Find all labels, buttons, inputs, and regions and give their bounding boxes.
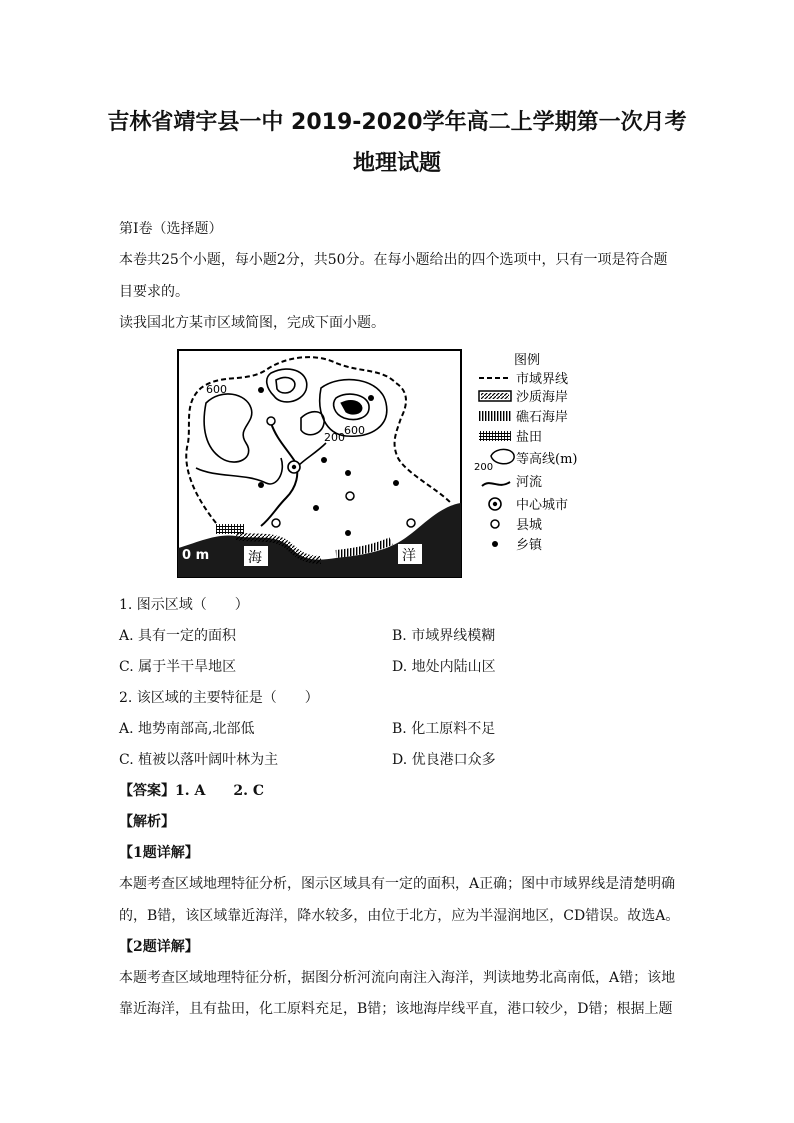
answer-line: 【答案】1. A 2. C [119,783,264,799]
town-marker [313,505,319,511]
ocean-label: 洋 [402,548,416,564]
contour-label: 600 [344,424,365,437]
region-map-figure [176,348,621,583]
q1-analysis-heading: 【1题详解】 [119,845,199,861]
county-marker [346,492,354,500]
question-1-option-b: B. 市域界线模糊 [392,628,496,644]
exam-title: 吉林省靖宇县一中 2019-2020学年高二上学期第一次月考 [107,110,687,135]
q1-analysis-line-2: 的，B错，该区域靠近海洋，降水较多，由位于北方，应为半湿润地区，CD错误。故选A。 [119,908,680,924]
question-1-option-a: A. 具有一定的面积 [119,628,237,644]
legend-town: 乡镇 [516,538,543,553]
section-name: 第Ⅰ卷（选择题） [119,221,223,237]
legend-central-city: 中心城市 [516,498,569,513]
town-marker [258,387,264,393]
town-marker [345,530,351,536]
question-2-option-b: B. 化工原料不足 [392,721,496,737]
q2-analysis-line-2: 靠近海洋，且有盐田，化工原料充足，B错；该地海岸线平直，港口较少，D错；根据上题 [119,1001,673,1017]
exam-subject: 地理试题 [352,151,441,176]
instructions-line-1: 本卷共25个小题，每小题2分，共50分。在每小题给出的四个选项中，只有一项是符合题 [119,252,668,268]
question-2-option-c: C. 植被以落叶阔叶林为主 [119,752,279,768]
analysis-heading: 【解析】 [119,814,175,830]
county-marker [272,519,280,527]
central-city-marker [292,465,296,469]
q1-analysis-line-1: 本题考查区域地理特征分析，图示区域具有一定的面积，A正确；图中市域界线是清楚明确 [119,876,676,892]
town-marker [345,470,351,476]
sea-label: 海 [248,550,262,566]
question-2-stem: 2. 该区域的主要特征是（ ） [119,690,319,706]
legend-rocky-coast: 礁石海岸 [516,410,569,425]
sea-level-label: 0 m [182,548,210,563]
legend-title: 图例 [514,353,541,368]
legend-boundary: 市域界线 [516,372,569,387]
question-2-option-a: A. 地势南部高,北部低 [119,721,255,737]
instructions-line-2: 目要求的。 [119,284,189,300]
question-1-option-c: C. 属于半干旱地区 [119,659,237,675]
town-marker [393,480,399,486]
q2-analysis-heading: 【2题详解】 [119,939,199,955]
legend-contour-sample: 200 [474,462,494,473]
county-marker [407,519,415,527]
question-2-option-d: D. 优良港口众多 [392,752,496,768]
map-legend [474,353,577,553]
county-marker [267,417,275,425]
question-1-stem: 1. 图示区域（ ） [119,597,249,613]
legend-county: 县城 [516,518,543,533]
town-marker [258,482,264,488]
contour-label: 600 [206,383,227,396]
legend-sandy-coast: 沙质海岸 [516,390,569,405]
question-1-option-d: D. 地处内陆山区 [392,659,496,675]
town-marker [321,457,327,463]
question-prompt: 读我国北方某市区域简图，完成下面小题。 [119,315,385,331]
salt-field [216,524,244,534]
legend-river: 河流 [516,475,543,490]
legend-salt-field: 盐田 [516,430,543,445]
legend-contour: 等高线(m) [516,452,578,467]
town-marker [368,395,374,401]
contour-label: 200 [324,431,345,444]
q2-analysis-line-1: 本题考查区域地理特征分析，据图分析河流向南注入海洋，判读地势北高南低，A错；该地 [119,970,676,986]
